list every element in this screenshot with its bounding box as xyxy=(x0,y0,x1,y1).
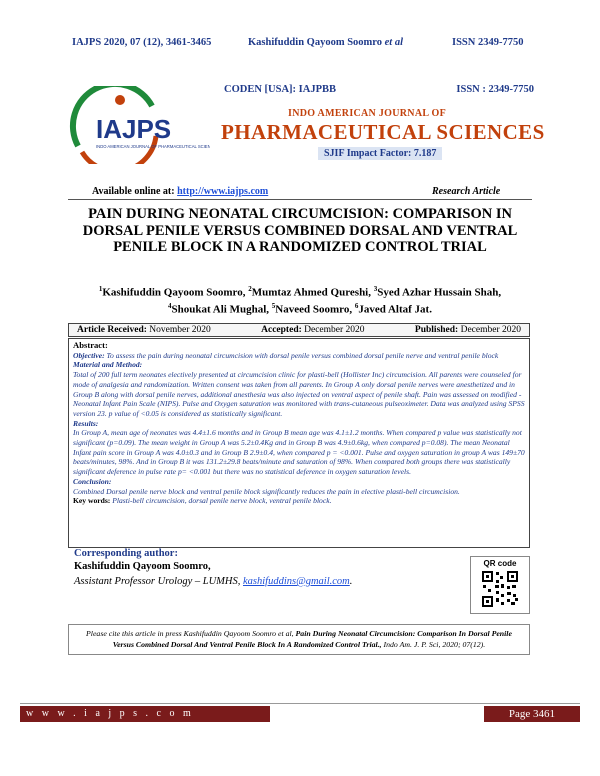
corresponding-author-heading: Corresponding author: xyxy=(74,548,178,559)
masthead-issn: ISSN : 2349-7750 xyxy=(456,84,534,95)
footer-divider xyxy=(20,703,580,704)
qr-code-box xyxy=(470,556,530,614)
running-header-et-al: et al xyxy=(384,37,404,48)
footer-website: w w w . i a j p s . c o m xyxy=(20,706,270,722)
accepted-date: Accepted: December 2020 xyxy=(261,325,365,335)
citation-suffix: Indo Am. J. P. Sci, 2020; 07(12). xyxy=(381,639,486,649)
abstract-conclusion-heading: Conclusion: xyxy=(73,476,112,486)
published-date: Published: December 2020 xyxy=(414,325,521,335)
logo-text: IAJPS xyxy=(96,114,172,144)
journal-url-link[interactable]: http://www.iajps.com xyxy=(177,186,269,197)
abstract-conclusion: Combined Dorsal penile nerve block and ventral penile block significantly reduces the pain in elective plasti-bell circumcision. xyxy=(73,486,460,496)
corresponding-author-name: Kashifuddin Qayoom Soomro, xyxy=(74,561,211,572)
abstract-objective: Objective: To assess the pain during neonatal circumcision with dorsal penile versus combined dorsal penile nerve and ventral penile block xyxy=(73,350,499,360)
author-email-link[interactable]: kashifuddins@gmail.com xyxy=(242,576,350,587)
author-5: Naveed Soomro, xyxy=(275,303,353,316)
abstract-methods: Total of 200 full term neonates electively presented at circumcision clinic for plasti-bell (Hollister Inc) circumcision. All parents were counseled for mode of analgesia and randomization. Written consent was taken from all parents. In Group A only dorsal penile nerves were anesthetized and in Group B along with dorsal penile nerves, additional anesthesia was also injected on ventral aspect of penile shaft. Pain was assessed on modified - Neonatal Infant Pain Scale (NIPS). Pulse and Oxygen saturation was monitored with trans-cutaneous pulseoximeter. Data was analyzed using SPSS version 23. p value of <0.05 is considered as statistically significant. xyxy=(73,370,525,418)
running-header-issn: ISSN 2349-7750 xyxy=(452,37,524,48)
abstract-results-heading: Results: xyxy=(73,418,99,428)
abstract-methods-heading: Material and Method: xyxy=(73,360,143,370)
header-divider xyxy=(68,199,532,200)
coden-issn-line xyxy=(224,84,534,95)
page-number: Page 3461 xyxy=(484,706,580,722)
citation-prefix: Please cite this article in press Kashifuddin Qayoom Soomro et al, xyxy=(86,629,296,638)
citation-title: Pain During Neonatal Circumcision: Comparison In Dorsal Penile Versus Combined Dorsal And Ventral Penile Block In A Randomized Control Trial., xyxy=(112,629,512,649)
journal-logo xyxy=(60,86,210,164)
logo-subtext: INDO AMERICAN JOURNAL OF PHARMACEUTICAL SCIENCES xyxy=(96,144,210,149)
running-header-author-name: Kashifuddin Qayoom Soomro xyxy=(248,37,383,48)
corresponding-author-affiliation: Assistant Professor Urology – LUMHS, kashifuddins@gmail.com. xyxy=(74,576,353,587)
abstract-heading: Abstract: xyxy=(73,340,108,350)
received-date: Article Received: November 2020 xyxy=(77,325,211,335)
article-dates-bar xyxy=(68,323,530,337)
author-6: Javed Altaf Jat. xyxy=(358,303,432,316)
journal-subtitle: INDO AMERICAN JOURNAL OF xyxy=(288,108,447,119)
coden: CODEN [USA]: IAJPBB xyxy=(224,84,337,95)
keywords: Key words: Plasti-bell circumcision, dorsal penile nerve block, ventral penile block. xyxy=(73,496,332,506)
article-type: Research Article xyxy=(432,186,501,197)
author-1: Kashifuddin Qayoom Soomro, xyxy=(102,286,246,299)
running-header-citation: IAJPS 2020, 07 (12), 3461-3465 xyxy=(72,37,212,48)
citation-box xyxy=(68,624,530,655)
iajps-logo-icon xyxy=(60,86,210,164)
author-4: Shoukat Ali Mughal, xyxy=(171,303,270,316)
availability-label: Available online at: xyxy=(92,186,178,197)
abstract-box xyxy=(68,338,530,548)
author-3: Syed Azhar Hussain Shah, xyxy=(377,286,502,299)
journal-title: PHARMACEUTICAL SCIENCES xyxy=(221,120,545,144)
qr-code-icon xyxy=(481,570,519,608)
availability-line xyxy=(92,186,268,197)
article-title: PAIN DURING NEONATAL CIRCUMCISION: COMPARISON IN DORSAL PENILE VERSUS COMBINED DORSAL AND VENTRAL PENILE BLOCK IN A RANDOMIZED CONTROL TRIAL xyxy=(82,206,518,255)
author-list: $^1$Kashifuddin Qayoom Soomro, $^2$Mumtaz Ahmed Qureshi, $^3$Syed Azhar Hussain Shah, $^4$Shoukat Ali Mughal, $^5$Naveed Soomro, $^6$Javed Altaf Jat. xyxy=(98,285,502,316)
qr-code-label: QR code xyxy=(483,559,517,568)
author-2: Mumtaz Ahmed Qureshi, xyxy=(251,286,371,299)
abstract-results: In Group A, mean age of neonates was 4.4±1.6 months and in Group B mean age was 4.1±1.2 months. When compared p value was statistically not significant (p=0.09). The mean weight in Group A was 5.2±0.4Kg and in Group B was 4.9±0.6kg, when compared p=0.08). The mean Neonatal Infant pain score in Group A was 4.0±0.3 and in Group B 2.9±0.4, when compared p = <0.001. Pulse and oxygen saturation in group A was 149±70 beats/minutes, 98%. And in Group B it was 131.2±29.8 beats/minute and saturation of 98%. When compared both groups there was statistically significant deference in pulse rate p= <0.001 but there was no statistical deference in oxygen saturation levels. xyxy=(73,428,525,477)
running-header-author xyxy=(248,37,403,48)
impact-factor: SJIF Impact Factor: 7.187 xyxy=(318,147,442,160)
